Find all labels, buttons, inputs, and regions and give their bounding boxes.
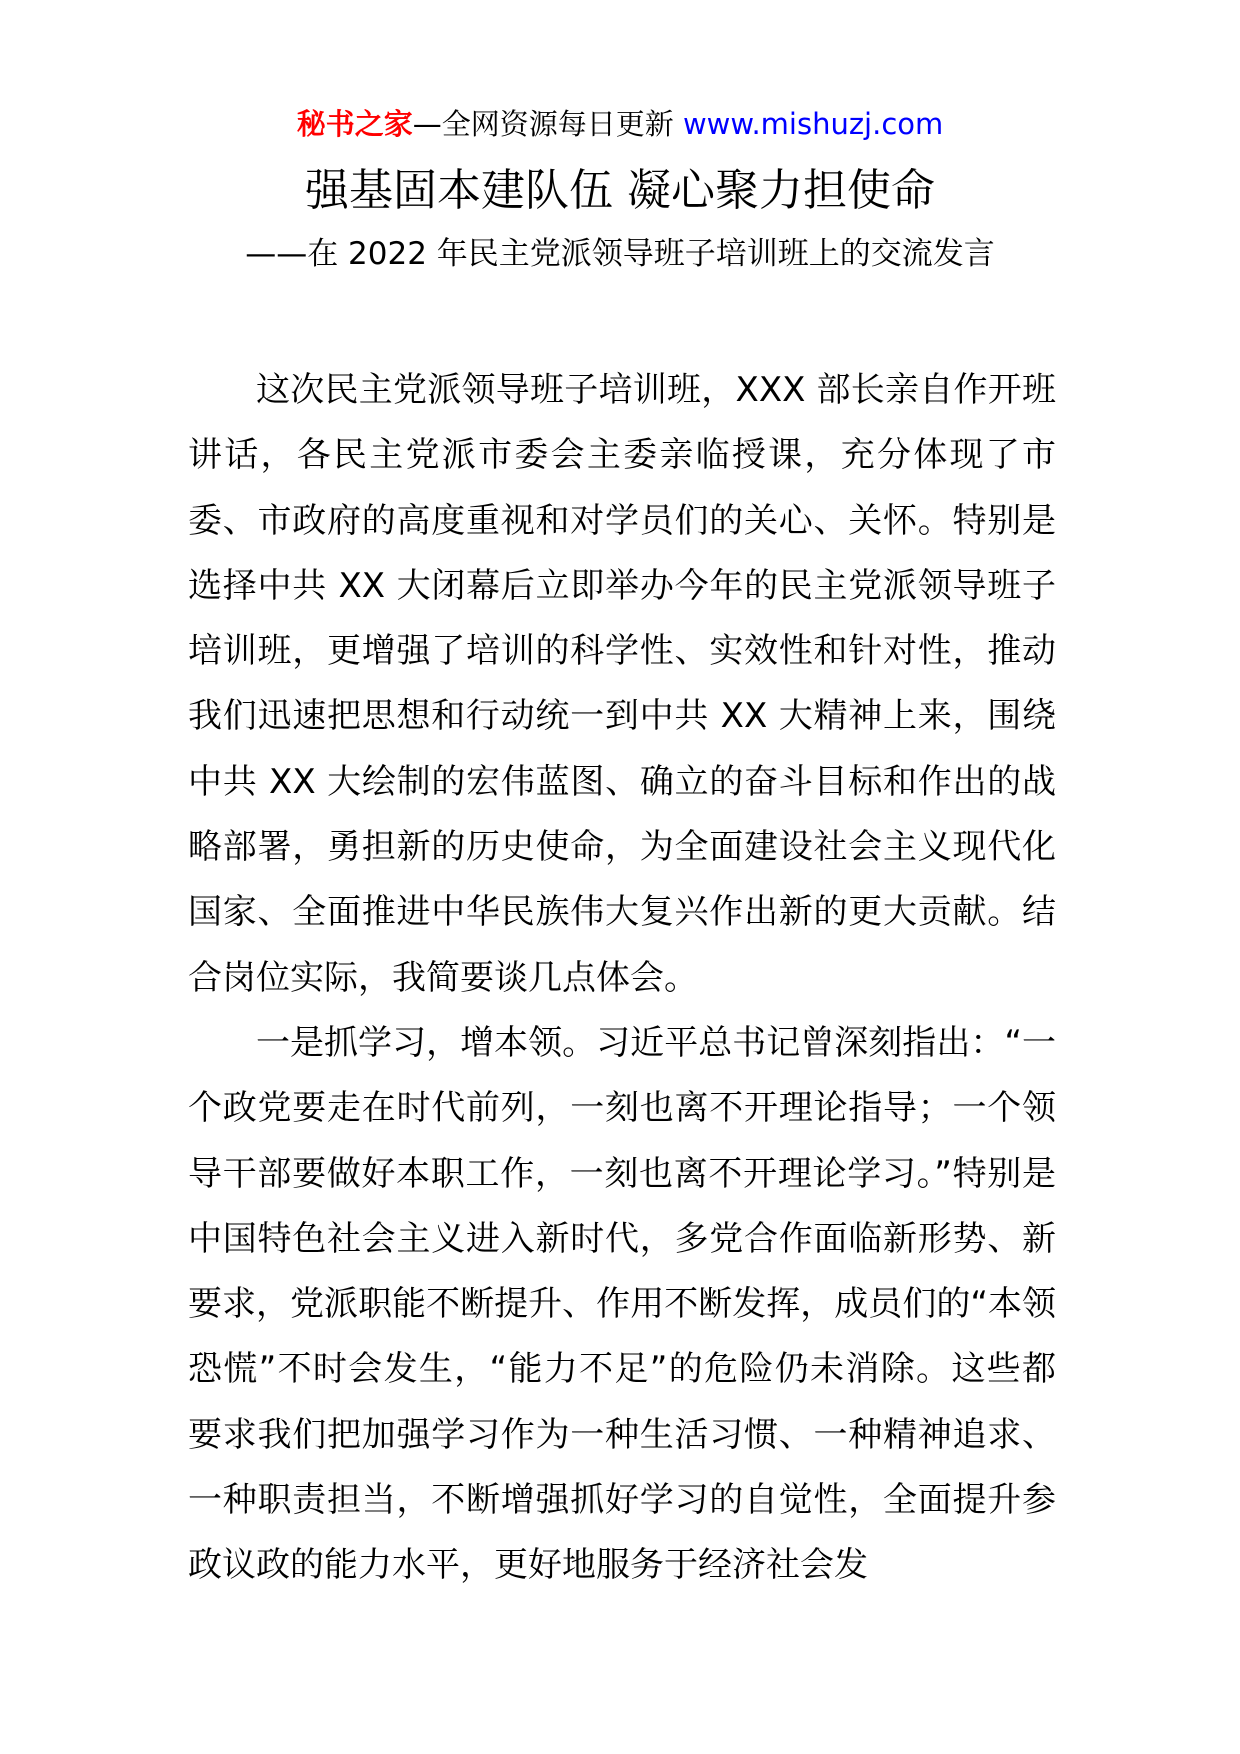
- site-url-link[interactable]: www.mishuzj.com: [682, 107, 944, 141]
- document-title: 强基固本建队伍 凝心聚力担使命: [305, 165, 935, 216]
- brand-name: 秘书之家: [296, 107, 413, 141]
- document-subtitle: ——在 2022 年民主党派领导班子培训班上的交流发言: [245, 236, 995, 272]
- document-body: [188, 358, 1056, 1599]
- site-slogan: —全网资源每日更新: [412, 107, 674, 141]
- paragraph-intro: 这次民主党派领导班子培训班，XXX 部长亲自作开班讲话，各民主党派市委会主委亲临授课，充分体现了市委、市政府的高度重视和对学员们的关心、关怀。特别是选择中共 XX 大闭幕后立即举办今年的民主党派领导班子培训班，更增强了培训的科学性、实效性和针对性，推动我们迅速把思想和行动统一到中共 XX 大精神上来，围绕中共 XX 大绘制的宏伟蓝图、确立的奋斗目标和作出的战略部署，勇担新的历史使命，为全面建设社会主义现代化国家、全面推进中华民族伟大复兴作出新的更大贡献。结合岗位实际，我简要谈几点体会。: [188, 370, 1056, 998]
- paragraph-study: 一是抓学习，增本领。习近平总书记曾深刻指出：“一个政党要走在时代前列，一刻也离不开理论指导；一个领导干部要做好本职工作，一刻也离不开理论学习。”特别是中国特色社会主义进入新时代，多党合作面临新形势、新要求，党派职能不断提升、作用不断发挥，成员们的“本领恐慌”不时会发生，“能力不足”的危险仍未消除。这些都要求我们把加强学习作为一种生活习惯、一种精神追求、一种职责担当，不断增强抓好学习的自觉性，全面提升参政议政的能力水平，更好地服务于经济社会发: [188, 1022, 1056, 1586]
- site-header: [0, 104, 1240, 144]
